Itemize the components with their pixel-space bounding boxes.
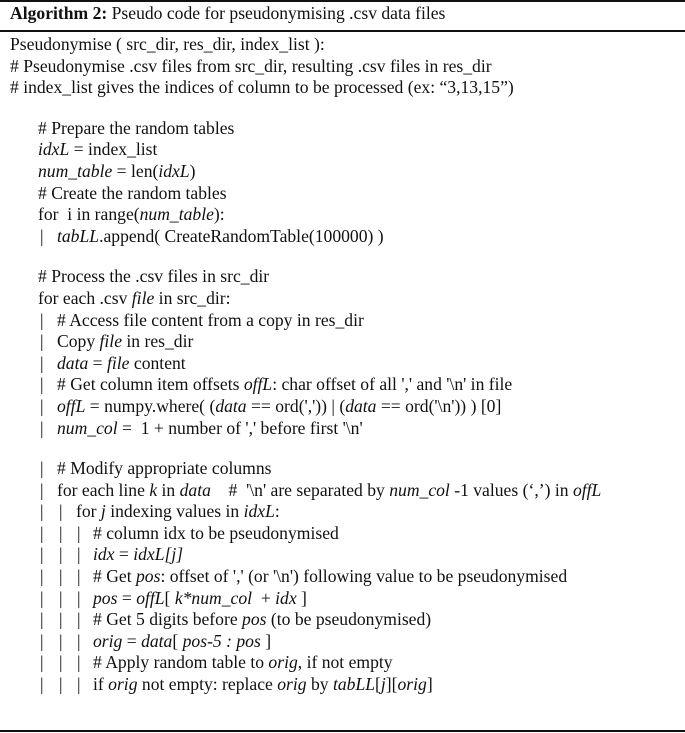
- code-text: [57, 458, 272, 480]
- code-variable: orig: [268, 652, 298, 673]
- code-line: [0, 588, 685, 610]
- code-variable: data: [141, 630, 173, 651]
- code-segment: # column idx to be pseudonymised: [93, 522, 339, 543]
- code-segment: in src_dir:: [154, 287, 231, 308]
- code-line: [0, 374, 685, 396]
- indent-bar: |: [40, 395, 44, 416]
- code-text: [57, 374, 512, 396]
- indent-bar: |: [40, 309, 44, 330]
- code-segment: (to be pseudonymised): [266, 609, 432, 630]
- code-segment: .append( CreateRandomTable(100000) ): [99, 225, 384, 246]
- code-text: [38, 161, 196, 183]
- code-segment: # Get column item offsets: [57, 374, 244, 395]
- code-text: [38, 118, 234, 140]
- code-segment: =: [117, 587, 137, 608]
- code-variable: idxL: [158, 160, 190, 181]
- algorithm-label: Algorithm 2:: [10, 3, 108, 23]
- code-segment: == ord('\n')) ) [0]: [376, 395, 502, 416]
- code-segment: ): [189, 160, 196, 181]
- code-segment: for each line: [57, 479, 150, 500]
- code-segment: # Prepare the random tables: [38, 117, 235, 138]
- code-segment: Pseudonymise ( src_dir, res_dir, index_list ):: [10, 34, 325, 54]
- code-variable: pos: [93, 587, 118, 608]
- code-text: [93, 588, 307, 610]
- code-text: [10, 56, 492, 78]
- indent-bar: |: [77, 544, 81, 565]
- algorithm-title: [10, 3, 445, 24]
- code-segment: , if not empty: [297, 652, 393, 673]
- code-segment: Copy: [57, 331, 100, 352]
- code-line: [0, 161, 685, 183]
- indent-bar: |: [40, 352, 44, 373]
- code-variable: offL: [136, 587, 165, 608]
- code-text: [93, 674, 433, 696]
- indent-bar: |: [77, 674, 81, 695]
- code-segment: == ord(',')) | (: [246, 395, 346, 416]
- code-text: [93, 544, 183, 566]
- code-variable: offL: [57, 395, 86, 416]
- code-line: [0, 331, 685, 353]
- code-line: [0, 652, 685, 674]
- code-variable: data: [57, 352, 89, 373]
- blank-line: [0, 99, 685, 118]
- code-line: [0, 396, 685, 418]
- code-text: [38, 139, 157, 161]
- code-segment: by: [306, 674, 333, 695]
- code-line: [0, 266, 685, 288]
- code-segment: in res_dir: [122, 331, 194, 352]
- code-segment: =: [88, 352, 108, 373]
- code-line: [0, 480, 685, 502]
- code-variable: tabLL: [332, 674, 376, 695]
- indent-bar: |: [59, 674, 63, 695]
- indent-bar: |: [77, 609, 81, 630]
- indent-bar: |: [77, 522, 81, 543]
- indent-bar: |: [59, 544, 63, 565]
- indent-bar: |: [40, 609, 44, 630]
- code-segment: in: [157, 479, 180, 500]
- code-line: [0, 34, 685, 56]
- code-line: [0, 674, 685, 696]
- code-segment: # Get 5 digits before: [93, 609, 243, 630]
- code-segment: # Process the .csv files in src_dir: [38, 266, 270, 287]
- code-variable: pos: [242, 609, 267, 630]
- code-segment: # Modify appropriate columns: [57, 458, 272, 479]
- code-segment: +: [252, 587, 276, 608]
- indent-bar: |: [77, 566, 81, 587]
- code-line: [0, 183, 685, 205]
- indent-bar: |: [40, 458, 44, 479]
- code-segment: ][: [385, 674, 398, 695]
- indent-bar: |: [40, 522, 44, 543]
- code-text: [57, 310, 364, 332]
- code-text: [38, 288, 231, 310]
- code-segment: [: [375, 674, 381, 695]
- code-variable: idxL[j]: [133, 544, 184, 565]
- indent-bar: |: [40, 566, 44, 587]
- code-line: [0, 310, 685, 332]
- indent-bar: |: [77, 587, 81, 608]
- code-segment: = index_list: [69, 139, 158, 160]
- code-variable: num_table: [139, 204, 214, 225]
- code-line: [0, 523, 685, 545]
- indent-bar: |: [77, 652, 81, 673]
- code-segment: indexing values in: [105, 501, 244, 522]
- code-segment: =: [122, 630, 142, 651]
- code-line: [0, 544, 685, 566]
- indent-bar: |: [40, 479, 44, 500]
- indent-bar: |: [40, 501, 44, 522]
- blank-line: [0, 247, 685, 266]
- code-variable: file: [107, 352, 130, 373]
- code-segment: = len(: [112, 160, 159, 181]
- indent-bar: |: [59, 566, 63, 587]
- code-text: [38, 266, 269, 288]
- code-segment: = numpy.where( (: [85, 395, 216, 416]
- code-text: [76, 501, 280, 523]
- code-text: [10, 77, 514, 99]
- code-variable: num_col: [389, 479, 450, 500]
- indent-bar: |: [59, 587, 63, 608]
- code-segment: # Apply random table to: [93, 652, 269, 673]
- code-segment: ]: [426, 674, 433, 695]
- code-segment: : offset of ',' (or '\n') following value to be pseudonymised: [160, 566, 568, 587]
- code-text: [10, 34, 325, 56]
- bottom-rule: [0, 730, 685, 732]
- code-variable: data: [179, 479, 211, 500]
- indent-bar: |: [59, 652, 63, 673]
- code-segment: not empty: replace: [137, 674, 278, 695]
- code-segment: :: [274, 501, 280, 522]
- code-segment: # Access file content from a copy in res_dir: [57, 309, 364, 330]
- code-segment: = 1 + number of ',' before first '\n': [117, 417, 363, 438]
- code-line: [0, 631, 685, 653]
- code-variable: orig: [277, 674, 307, 695]
- code-text: [57, 331, 193, 353]
- code-line: [0, 609, 685, 631]
- code-variable: pos: [136, 566, 161, 587]
- indent-bar: |: [77, 630, 81, 651]
- indent-bar: |: [40, 374, 44, 395]
- code-text: [57, 396, 501, 418]
- indent-bar: |: [40, 630, 44, 651]
- code-text: [93, 631, 271, 653]
- code-variable: idxL: [243, 501, 275, 522]
- code-variable: orig: [108, 674, 138, 695]
- code-text: [93, 652, 393, 674]
- code-variable: offL: [572, 479, 602, 500]
- algorithm-caption: Pseudo code for pseudonymising .csv data files: [107, 3, 446, 23]
- code-segment: for each .csv: [38, 287, 132, 308]
- title-rule: [0, 30, 685, 32]
- code-variable: orig: [93, 630, 123, 651]
- code-segment: # Create the random tables: [38, 182, 227, 203]
- code-text: [93, 566, 567, 588]
- code-line: [0, 139, 685, 161]
- code-segment: # index_list gives the indices of column to be processed (ex: “3,13,15”): [10, 77, 514, 98]
- indent-bar: |: [40, 652, 44, 673]
- code-segment: ):: [213, 204, 225, 225]
- code-segment: # Pseudonymise .csv files from src_dir, resulting .csv files in res_dir: [10, 55, 492, 76]
- pseudocode-body: [0, 34, 685, 696]
- code-variable: num_table: [38, 160, 113, 181]
- indent-bar: |: [40, 417, 44, 438]
- code-text: [57, 480, 601, 502]
- code-variable: idx: [93, 544, 115, 565]
- code-line: [0, 353, 685, 375]
- top-rule: [0, 0, 685, 2]
- code-text: [38, 204, 225, 226]
- code-segment: content: [129, 352, 186, 373]
- code-segment: : char offset of all ',' and '\n' in file: [272, 374, 513, 395]
- code-segment: # '\n' are separated by: [210, 479, 390, 500]
- indent-bar: |: [59, 501, 63, 522]
- code-variable: num_col: [57, 417, 118, 438]
- code-line: [0, 458, 685, 480]
- code-variable: offL: [243, 374, 273, 395]
- indent-bar: |: [59, 522, 63, 543]
- code-segment: -1 values (‘,’) in: [449, 479, 573, 500]
- indent-bar: |: [40, 587, 44, 608]
- code-variable: j: [380, 674, 386, 695]
- indent-bar: |: [40, 674, 44, 695]
- code-line: [0, 418, 685, 440]
- code-line: [0, 288, 685, 310]
- code-variable: data: [215, 395, 247, 416]
- code-variable: idxL: [38, 139, 70, 160]
- code-variable: pos-5 : pos: [182, 630, 261, 651]
- code-variable: idx: [275, 587, 297, 608]
- code-variable: data: [345, 395, 377, 416]
- indent-bar: |: [40, 331, 44, 352]
- code-variable: k*num_col: [174, 587, 253, 608]
- code-segment: if: [93, 674, 109, 695]
- code-text: [93, 523, 339, 545]
- indent-bar: |: [40, 544, 44, 565]
- code-variable: orig: [397, 674, 427, 695]
- code-segment: [: [164, 587, 175, 608]
- indent-bar: |: [59, 630, 63, 651]
- code-text: [57, 418, 363, 440]
- code-segment: ]: [260, 630, 272, 651]
- code-segment: [: [172, 630, 183, 651]
- code-line: [0, 566, 685, 588]
- code-variable: file: [99, 331, 123, 352]
- code-line: [0, 226, 685, 248]
- code-segment: for: [76, 501, 101, 522]
- code-line: [0, 501, 685, 523]
- code-text: [38, 183, 227, 205]
- indent-bar: |: [59, 609, 63, 630]
- blank-line: [0, 439, 685, 458]
- indent-bar: |: [40, 225, 44, 246]
- code-variable: j: [100, 501, 106, 522]
- code-segment: =: [114, 544, 134, 565]
- code-line: [0, 77, 685, 99]
- code-text: [93, 609, 431, 631]
- code-segment: # Get: [93, 566, 136, 587]
- code-segment: for i in range(: [38, 204, 140, 225]
- code-line: [0, 56, 685, 78]
- code-variable: tabLL: [57, 225, 100, 246]
- code-segment: ]: [296, 587, 307, 608]
- code-variable: k: [149, 479, 158, 500]
- code-text: [57, 226, 384, 248]
- code-variable: file: [131, 287, 155, 308]
- code-line: [0, 118, 685, 140]
- code-text: [57, 353, 186, 375]
- code-line: [0, 204, 685, 226]
